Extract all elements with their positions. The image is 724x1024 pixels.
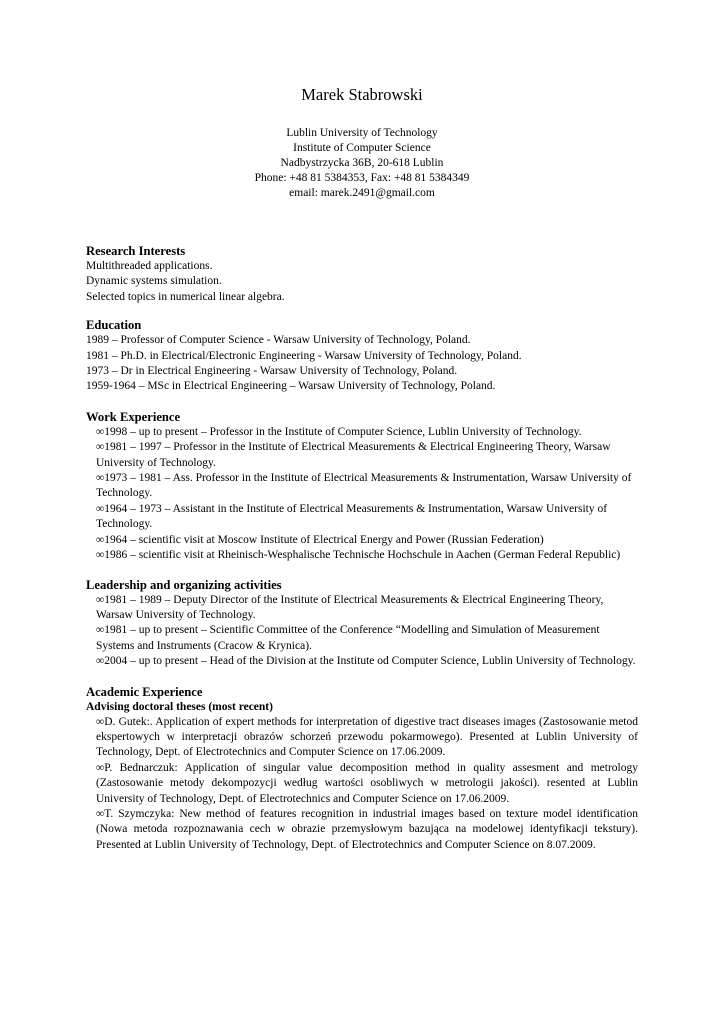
work-heading: Work Experience: [86, 409, 181, 424]
leadership-section: [86, 577, 638, 670]
research-list: [86, 259, 638, 305]
cv-page: [86, 84, 638, 853]
infinity-bullet-icon: ∞: [96, 441, 105, 454]
cv-name: Marek Stabrowski: [301, 85, 423, 104]
education-item: 1959-1964 – MSc in Electrical Engineering – Warsaw University of Technology, Poland.: [86, 380, 496, 393]
academic-heading: Academic Experience: [86, 684, 203, 699]
infinity-bullet-icon: ∞: [96, 472, 105, 485]
education-item: 1973 – Dr in Electrical Engineering - Warsaw University of Technology, Poland.: [86, 365, 458, 378]
work-item-text: 1981 – 1997 – Professor in the Institute of Electrical Measurements & Electrical Engineering Theory, Warsaw University of Technology.: [96, 441, 611, 469]
infinity-bullet-icon: ∞: [96, 761, 105, 774]
infinity-bullet-icon: ∞: [96, 549, 105, 562]
contact-email: email: marek.2491@gmail.com: [289, 187, 435, 199]
leadership-item-text: 1981 – up to present – Scientific Committee of the Conference “Modelling and Simulation of Measurement Systems and Instruments (Cracow & Krynica).: [96, 624, 600, 652]
thesis-item-text: P. Bednarczuk: Application of singular value decomposition method in quality assesment and metrology (Zastosowanie metody dekompozycji według wartości osobliwych w metrologii jakości). resented at Lublin University of Technology, Dept. of Electrotechnics and Computer Science on 17.06.2009.: [96, 761, 638, 805]
leadership-list: [86, 593, 638, 670]
work-item: [96, 502, 638, 533]
work-list: [86, 425, 638, 564]
contact-block: [86, 126, 638, 201]
leadership-item: [96, 593, 638, 624]
leadership-item-text: 1981 – 1989 – Deputy Director of the Institute of Electrical Measurements & Electrical Engineering Theory, Warsaw University of Technology.: [96, 593, 604, 621]
infinity-bullet-icon: ∞: [96, 502, 105, 515]
thesis-item-text: D. Gutek:. Application of expert methods for interpretation of digestive tract diseases images (Zastosowanie metod ekspertowych w interpretacji obrazów schorzeń przewodu pokarmowego). Presented at Lublin University of Technology, Dept. of Electrotechnics and Computer Science on 17.06.2009.: [96, 715, 638, 759]
leadership-item-text: 2004 – up to present – Head of the Division at the Institute od Computer Science, Lublin University of Technology.: [104, 655, 636, 668]
advising-subheading: Advising doctoral theses (most recent): [86, 700, 273, 713]
education-item: 1981 – Ph.D. in Electrical/Electronic Engineering - Warsaw University of Technology, Poland.: [86, 349, 522, 362]
infinity-bullet-icon: ∞: [96, 425, 105, 438]
thesis-item-text: T. Szymczyka: New method of features recognition in industrial images based on texture model identification (Nowa metoda rozpoznawania cech w obrazie przemysłowym bazująca na modelowej identyfikacji tekstury). Presented at Lublin University of Technology, Dept. of Electrotechnics and Computer Science on 8.07.2009.: [96, 807, 638, 851]
research-item: Multithreaded applications.: [86, 260, 213, 272]
work-item: [96, 533, 638, 548]
work-item-text: 1998 – up to present – Professor in the Institute of Computer Science, Lublin University of Technology.: [104, 425, 582, 438]
education-heading: Education: [86, 318, 142, 333]
work-item-text: 1964 – 1973 – Assistant in the Institute of Electrical Measurements & Instrumentation, Warsaw University of Technology.: [96, 502, 608, 531]
infinity-bullet-icon: ∞: [96, 655, 105, 668]
education-section: [86, 317, 638, 395]
thesis-item: [96, 761, 638, 807]
infinity-bullet-icon: ∞: [96, 807, 105, 820]
infinity-bullet-icon: ∞: [96, 533, 105, 546]
research-section: [86, 243, 638, 305]
research-heading: Research Interests: [86, 244, 186, 258]
infinity-bullet-icon: ∞: [96, 624, 105, 637]
research-item: Dynamic systems simulation.: [86, 275, 222, 288]
education-list: [86, 333, 638, 395]
work-item: [96, 548, 638, 563]
thesis-item: [96, 715, 638, 761]
contact-institute: Institute of Computer Science: [293, 142, 431, 154]
education-item: 1989 – Professor of Computer Science - Warsaw University of Technology, Poland.: [86, 334, 471, 347]
leadership-item: [96, 623, 638, 654]
work-item-text: 1964 – scientific visit at Moscow Institute of Electrical Energy and Power (Russian Federation): [104, 533, 544, 546]
work-item-text: 1986 – scientific visit at Rheinisch-Wesphalische Technische Hochschule in Aachen (German Federal Republic): [104, 549, 621, 562]
contact-phone-fax: Phone: +48 81 5384353, Fax: +48 81 5384349: [254, 172, 470, 184]
infinity-bullet-icon: ∞: [96, 715, 105, 728]
thesis-item: [96, 807, 638, 853]
contact-university: Lublin University of Technology: [286, 127, 438, 139]
infinity-bullet-icon: ∞: [96, 593, 105, 606]
research-item: Selected topics in numerical linear algebra.: [86, 290, 285, 303]
contact-address: Nadbystrzycka 36B, 20-618 Lublin: [280, 157, 444, 169]
academic-section: [86, 684, 638, 854]
leadership-heading: Leadership and organizing activities: [86, 577, 282, 592]
leadership-item: [96, 654, 638, 669]
work-item: [96, 425, 638, 440]
work-item: [96, 440, 638, 471]
work-item: [96, 471, 638, 502]
work-section: [86, 409, 638, 564]
work-item-text: 1973 – 1981 – Ass. Professor in the Institute of Electrical Measurements & Instrumentation, Warsaw University of Technology.: [96, 472, 632, 500]
theses-list: [86, 715, 638, 854]
